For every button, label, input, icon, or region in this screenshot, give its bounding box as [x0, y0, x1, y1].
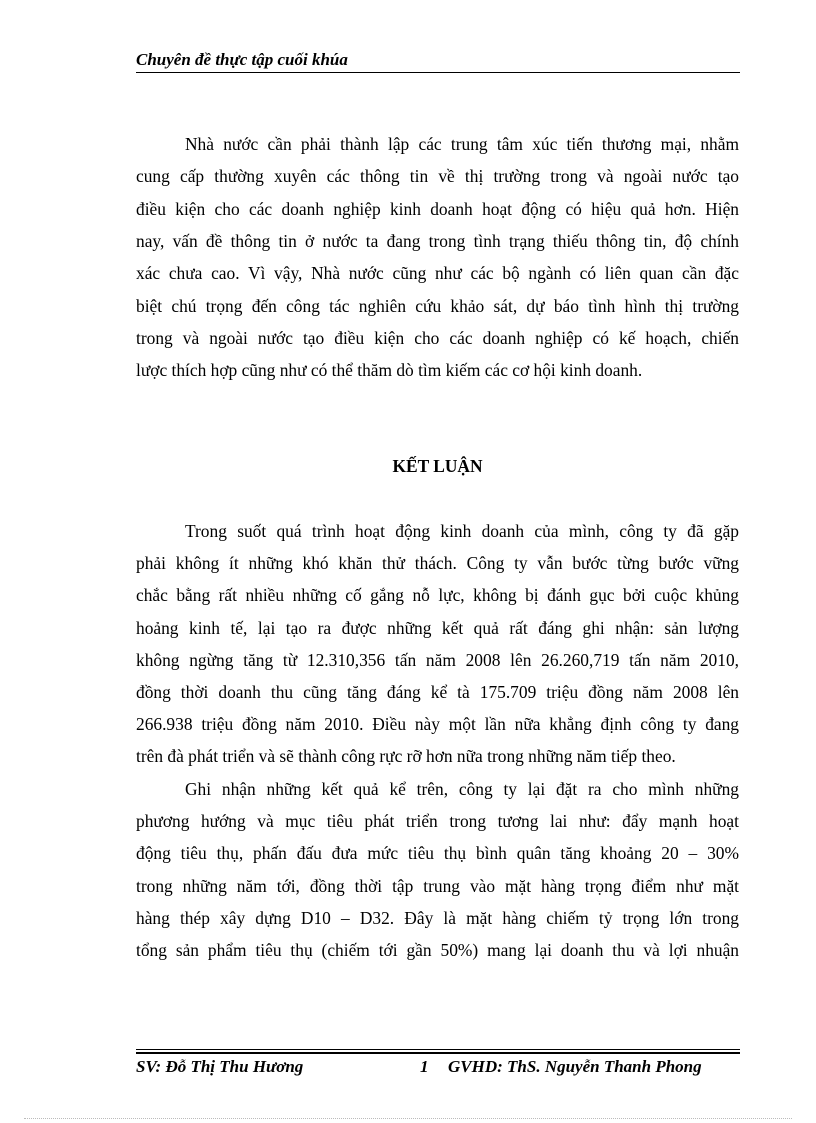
text-line: điều kiện cho các doanh nghiệp kinh doanh hoạt động có hiệu quả hơn. Hiện	[136, 199, 739, 219]
text-line: Ghi nhận những kết quả kể trên, công ty lại đặt ra cho mình những	[185, 779, 739, 799]
text-line: trong và ngoài nước tạo điều kiện cho các doanh nghiệp có kế hoạch, chiến	[136, 328, 739, 348]
text-line: chắc bằng rất nhiều những cố gắng nỗ lực, không bị đánh gục bởi cuộc khủng	[136, 585, 739, 605]
text-line: nay, vấn đề thông tin ở nước ta đang trong tình trạng thiếu thông tin, độ chính	[136, 231, 739, 251]
text-line: phải không ít những khó khăn thử thách. Công ty vẫn bước từng bước vững	[136, 553, 739, 573]
header-rule	[136, 72, 740, 73]
section-heading: KẾT LUẬN	[392, 456, 483, 476]
text-line: 266.938 triệu đồng năm 2010. Điều này một lần nữa khẳng định công ty đang	[136, 714, 739, 734]
text-line: trên đà phát triển và sẽ thành công rực rỡ hơn nữa trong những năm tiếp theo.	[136, 746, 676, 766]
text-line: trong những năm tới, đồng thời tập trung vào mặt hàng trọng điểm như mặt	[136, 876, 739, 896]
footer-advisor: GVHD: ThS. Nguyễn Thanh Phong	[448, 1057, 702, 1076]
text-line: phương hướng và mục tiêu phát triển trong tương lai như: đẩy mạnh hoạt	[136, 811, 739, 831]
page-number: 1	[420, 1057, 429, 1076]
footer-rule	[136, 1049, 740, 1050]
page-edge-divider	[24, 1118, 792, 1119]
footer-student: SV: Đỗ Thị Thu Hương	[136, 1057, 304, 1076]
footer-rule	[136, 1052, 740, 1054]
text-line: động tiêu thụ, phấn đấu đưa mức tiêu thụ bình quân tăng khoảng 20 – 30%	[136, 843, 739, 863]
text-line: đồng thời doanh thu cũng tăng đáng kể tà 175.709 triệu đồng năm 2008 lên	[136, 682, 739, 702]
text-line: xác chưa cao. Vì vậy, Nhà nước cũng như các bộ ngành có liên quan cần đặc	[136, 263, 739, 283]
text-line: không ngừng tăng từ 12.310,356 tấn năm 2008 lên 26.260,719 tấn năm 2010,	[136, 650, 739, 670]
text-line: hàng thép xây dựng D10 – D32. Đây là mặt hàng chiếm tỷ trọng lớn trong	[136, 908, 739, 928]
text-line: lược thích hợp cũng như có thể thăm dò tìm kiếm các cơ hội kinh doanh.	[136, 360, 643, 380]
header-title: Chuyên đề thực tập cuối khúa	[136, 50, 348, 69]
text-line: hoảng kinh tế, lại tạo ra được những kết quả rất đáng ghi nhận: sản lượng	[136, 618, 739, 638]
text-line: cung cấp thường xuyên các thông tin về thị trường trong và ngoài nước tạo	[136, 166, 739, 186]
text-line: Trong suốt quá trình hoạt động kinh doanh của mình, công ty đã gặp	[185, 521, 739, 541]
text-line: tổng sản phẩm tiêu thụ (chiếm tới gần 50%) mang lại doanh thu và lợi nhuận	[136, 940, 739, 960]
text-line: biệt chú trọng đến công tác nghiên cứu khảo sát, dự báo tình hình thị trường	[136, 296, 739, 316]
text-line: Nhà nước cần phải thành lập các trung tâm xúc tiến thương mại, nhằm	[185, 134, 739, 154]
